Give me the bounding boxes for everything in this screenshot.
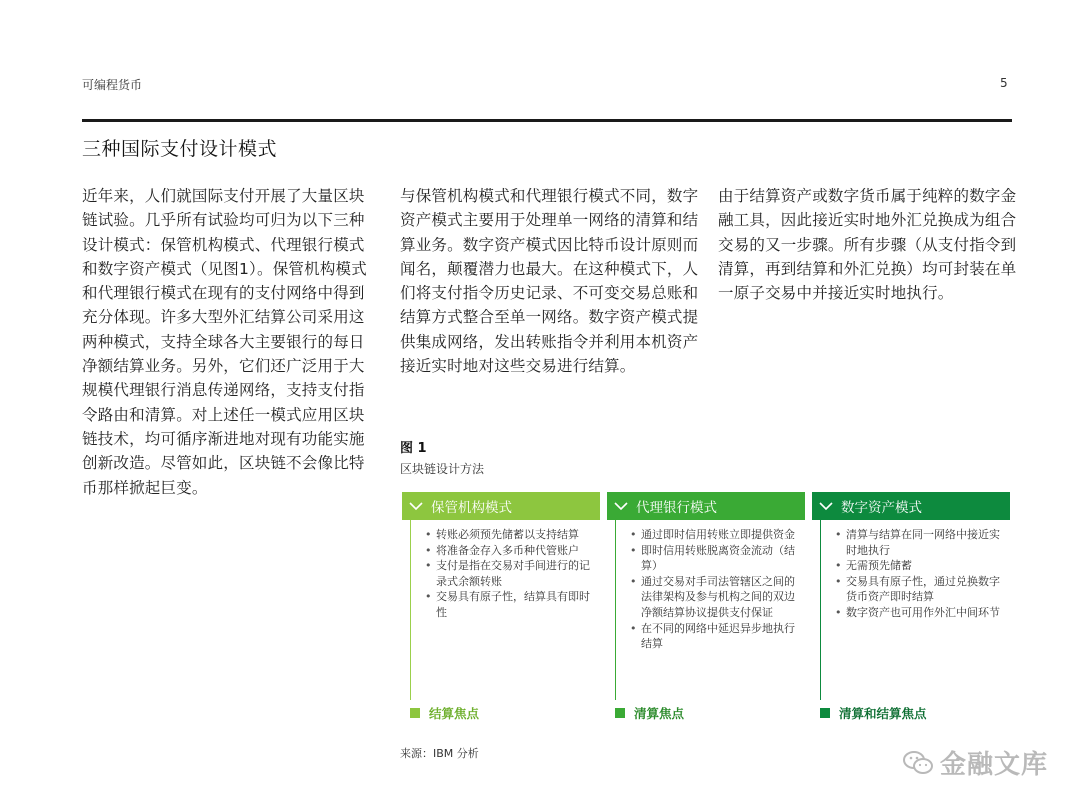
panel-header	[607, 492, 805, 520]
list-item: • 转账必须预先储蓄以支持结算	[424, 527, 594, 543]
panel-bullet-list	[424, 527, 594, 621]
panel-connector-line	[615, 520, 616, 700]
model-panel-custodian	[402, 492, 600, 724]
panel-header	[402, 492, 600, 520]
page-number: 5	[1000, 76, 1008, 90]
model-panel-correspondent	[607, 492, 805, 724]
square-icon	[820, 708, 830, 718]
chevron-down-icon	[818, 498, 834, 514]
body-column-2: 与保管机构模式和代理银行模式不同，数字资产模式主要用于处理单一网络的清算和结算业务。数字资产模式因比特币设计原则而闻名，颠覆潜力也最大。在这种模式下，人们将支付指令历史记录、不可变交易总账和结算方式整合至单一网络。数字资产模式提供集成网络，发出转账指令并利用本机资产接近实时地对这些交易进行结算。	[400, 187, 699, 376]
panel-focus-label: 清算焦点	[634, 706, 685, 721]
list-item: • 无需预先储蓄	[834, 558, 1004, 574]
list-item: • 在不同的网络中延迟异步地执行结算	[629, 621, 799, 652]
body-column-3: 由于结算资产或数字货币属于纯粹的数字金融工具，因此接近实时地外汇兑换成为组合交易的又一步骤。所有步骤（从支付指令到清算，再到结算和外汇兑换）均可封装在单一原子交易中并接近实时地执行。	[718, 187, 1017, 303]
wechat-icon	[902, 749, 934, 777]
figure-caption: 区块链设计方法	[400, 462, 485, 476]
header-rule	[82, 119, 1012, 122]
document-title: 可编程货币	[82, 78, 143, 92]
body-column-1: 近年来，人们就国际支付开展了大量区块链试验。几乎所有试验均可归为以下三种设计模式：保管机构模式、代理银行模式和数字资产模式（见图1）。保管机构模式和代理银行模式在现有的支付网络中得到充分体现。许多大型外汇结算公司采用这两种模式，支持全球各大主要银行的每日净额结算业务。另外，它们还广泛用于大规模代理银行消息传递网络，支持支付指令路由和清算。对上述任一模式应用区块链技术，均可循序渐进地对现有功能实施创新改造。尽管如此，区块链不会像比特币那样掀起巨变。	[82, 187, 367, 497]
panel-title: 保管机构模式	[431, 500, 512, 516]
square-icon	[615, 708, 625, 718]
panel-connector-line	[410, 520, 411, 700]
panel-title: 数字资产模式	[841, 500, 922, 516]
list-item: • 将准备金存入多币种代管账户	[424, 543, 594, 559]
panel-focus	[820, 704, 927, 722]
model-panel-digital-asset	[812, 492, 1010, 724]
list-item: • 数字资产也可用作外汇中间环节	[834, 605, 1004, 621]
panel-focus	[410, 704, 479, 722]
chevron-down-icon	[408, 498, 424, 514]
panel-focus-label: 结算焦点	[429, 706, 480, 721]
panel-title: 代理银行模式	[636, 500, 717, 516]
list-item: • 通过交易对手司法管辖区之间的法律架构及参与机构之间的双边净额结算协议提供支付保证	[629, 574, 799, 621]
list-item: • 支付是指在交易对手间进行的记录式余额转账	[424, 558, 594, 589]
figure-label: 图 1	[400, 441, 427, 456]
panel-focus-label: 清算和结算焦点	[839, 706, 927, 721]
panel-bullet-list	[834, 527, 1004, 621]
list-item: • 清算与结算在同一网络中接近实时地执行	[834, 527, 1004, 558]
section-title: 三种国际支付设计模式	[82, 138, 278, 160]
panel-bullet-list	[629, 527, 799, 652]
list-item: • 通过即时信用转账立即提供资金	[629, 527, 799, 543]
figure-source: 来源：IBM 分析	[400, 747, 479, 760]
panel-focus	[615, 704, 684, 722]
panel-header	[812, 492, 1010, 520]
square-icon	[410, 708, 420, 718]
watermark	[902, 744, 1048, 781]
list-item: • 交易具有原子性，通过兑换数字货币资产即时结算	[834, 574, 1004, 605]
panel-connector-line	[820, 520, 821, 700]
chevron-down-icon	[613, 498, 629, 514]
list-item: • 交易具有原子性，结算具有即时性	[424, 589, 594, 620]
list-item: • 即时信用转账脱离资金流动（结算）	[629, 543, 799, 574]
watermark-text: 金融文库	[940, 750, 1049, 780]
